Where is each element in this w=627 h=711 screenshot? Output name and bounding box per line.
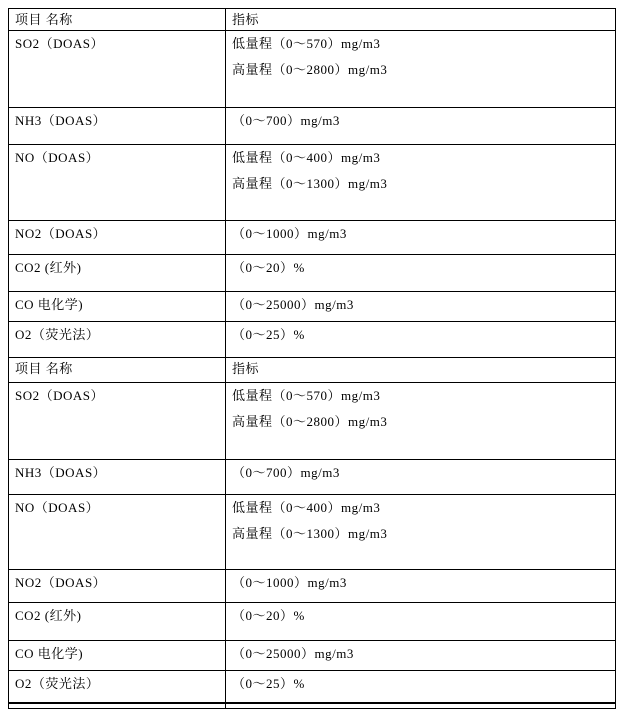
spec-cell [226, 495, 616, 570]
spec-cell [226, 641, 616, 671]
spec-line: 低量程（0～570）mg/m3 [232, 388, 381, 403]
spec-cell [226, 383, 616, 460]
spec-line: （0～20）% [232, 260, 305, 275]
table-row-no [9, 145, 616, 221]
spec-line: （0～25000）mg/m3 [232, 646, 354, 661]
table-row-so2 [9, 383, 616, 460]
item-name-cell: NO（DOAS） [9, 145, 226, 221]
table-row-co2 [9, 255, 616, 292]
spec-line: 低量程（0～400）mg/m3 [232, 500, 381, 515]
item-name-cell: CO2 (红外) [9, 603, 226, 641]
item-name-cell: NO2（DOAS） [9, 570, 226, 603]
spec-cell [226, 255, 616, 292]
spec-line: 高量程（0～2800）mg/m3 [232, 414, 388, 429]
spec-line: （0～1000）mg/m3 [232, 575, 347, 590]
table-row-co2 [9, 603, 616, 641]
header-cell-spec: 指标 [226, 358, 616, 383]
spec-line: 高量程（0～1300）mg/m3 [232, 176, 388, 191]
table-row-nh3 [9, 460, 616, 495]
spec-line: （0～1000）mg/m3 [232, 226, 347, 241]
spec-line: 低量程（0～400）mg/m3 [232, 150, 381, 165]
spec-table [8, 8, 616, 709]
spec-cell [226, 145, 616, 221]
item-name-cell: NH3（DOAS） [9, 108, 226, 145]
spec-line: （0～20）% [232, 608, 305, 623]
spec-cell [226, 570, 616, 603]
item-name-cell: CO 电化学) [9, 292, 226, 322]
table-row-no2 [9, 570, 616, 603]
table-header-row [9, 9, 616, 31]
item-name-cell: O2（荧光法） [9, 322, 226, 358]
item-name-cell: CO 电化学) [9, 641, 226, 671]
item-name-cell: NO2（DOAS） [9, 221, 226, 255]
table-header-row [9, 358, 616, 383]
header-cell-item-name: 项目 名称 [9, 9, 226, 31]
spec-line: （0～25000）mg/m3 [232, 297, 354, 312]
spec-cell [226, 108, 616, 145]
table-bottom-rule [8, 702, 615, 704]
table-row-o2 [9, 322, 616, 358]
item-name-cell: SO2（DOAS） [9, 31, 226, 108]
spec-cell [226, 221, 616, 255]
spec-cell [226, 292, 616, 322]
spec-cell [226, 460, 616, 495]
table-row-co [9, 641, 616, 671]
spec-line: 高量程（0～2800）mg/m3 [232, 62, 388, 77]
spec-line: （0～700）mg/m3 [232, 113, 340, 128]
spec-cell [226, 322, 616, 358]
item-name-cell: O2（荧光法） [9, 671, 226, 709]
header-cell-item-name: 项目 名称 [9, 358, 226, 383]
item-name-cell: CO2 (红外) [9, 255, 226, 292]
spec-line: （0～25）% [232, 327, 305, 342]
spec-line: （0～25）% [232, 676, 305, 691]
spec-line: 高量程（0～1300）mg/m3 [232, 526, 388, 541]
spec-cell [226, 31, 616, 108]
spec-line: （0～700）mg/m3 [232, 465, 340, 480]
item-name-cell: SO2（DOAS） [9, 383, 226, 460]
item-name-cell: NH3（DOAS） [9, 460, 226, 495]
table-row-no2 [9, 221, 616, 255]
spec-line: 低量程（0～570）mg/m3 [232, 36, 381, 51]
table-row-so2 [9, 31, 616, 108]
item-name-cell: NO（DOAS） [9, 495, 226, 570]
spec-cell [226, 603, 616, 641]
table-row-nh3 [9, 108, 616, 145]
table-row-co [9, 292, 616, 322]
header-cell-spec: 指标 [226, 9, 616, 31]
table-row-no [9, 495, 616, 570]
